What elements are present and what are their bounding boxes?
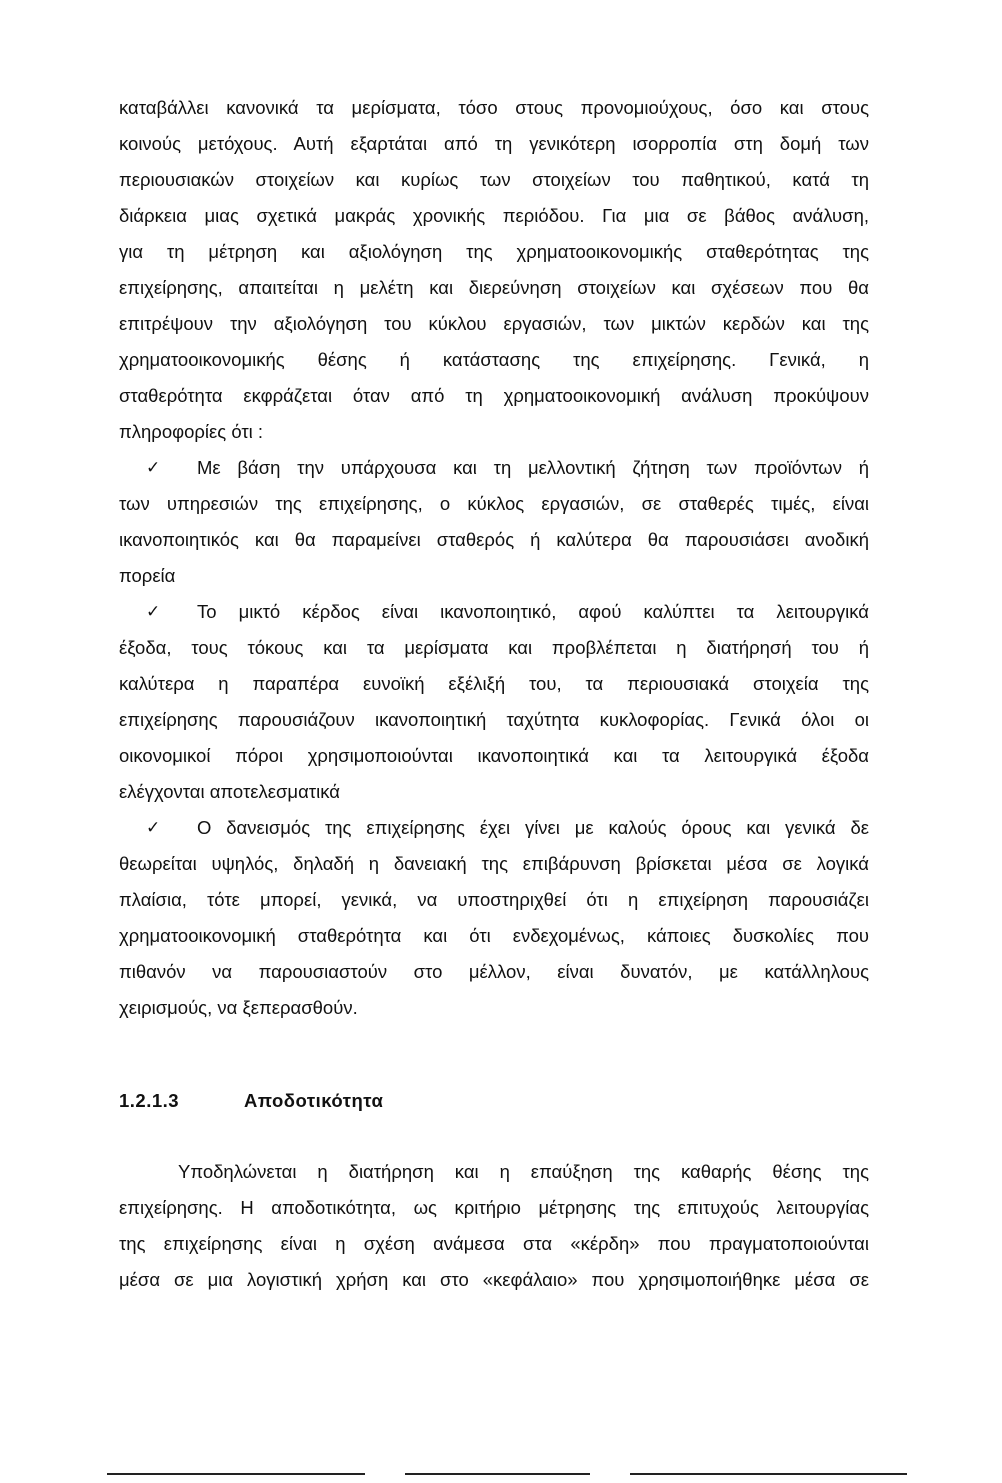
text-line: περιουσιακών στοιχείων και κυρίως των στοιχείων του παθητικού, κατά τη xyxy=(119,169,869,190)
text-line: μέσα σε μια λογιστική χρήση και στο «κεφάλαιο» που χρησιμοποιήθηκε μέσα σε xyxy=(119,1269,869,1290)
text-line: για τη μέτρηση και αξιολόγηση της χρηματοοικονομικής σταθερότητας της xyxy=(119,241,869,262)
checkmark-icon: ✓ xyxy=(146,602,161,621)
text-line: σταθερότητα εκφράζεται όταν από τη χρηματοοικονομική ανάλυση προκύψουν xyxy=(119,385,869,406)
text-line: χρηματοοικονομική σταθερότητα και ότι ενδεχομένως, κάποιες δυσκολίες που xyxy=(119,925,869,946)
text-line: κοινούς μετόχους. Αυτή εξαρτάται από τη γενικότερη ισορροπία στη δομή των xyxy=(119,133,869,154)
bullet-text-line: Με βάση την υπάρχουσα και τη μελλοντική ζήτηση των προϊόντων ή xyxy=(197,457,869,478)
text-line: διάρκεια μιας σχετικά μακράς χρονικής περιόδου. Για μια σε βάθος ανάλυση, xyxy=(119,205,869,226)
text-line: οικονομικοί πόροι χρησιμοποιούνται ικανοποιητικά και τα λειτουργικά έξοδα xyxy=(119,745,869,766)
text-line: θεωρείται υψηλός, δηλαδή η δανειακή της επιβάρυνση βρίσκεται μέσα σε λογικά xyxy=(119,853,869,874)
text-line: πλαίσια, τότε μπορεί, γενικά, να υποστηριχθεί ότι η επιχείρηση παρουσιάζει xyxy=(119,889,869,910)
text-line: χρηματοοικονομικής θέσης ή κατάστασης της επιχείρησης. Γενικά, η xyxy=(119,349,869,370)
text-line: πιθανόν να παρουσιαστούν στο μέλλον, είναι δυνατόν, με κατάλληλους xyxy=(119,961,869,982)
text-line: της επιχείρησης είναι η σχέση ανάμεσα στα «κέρδη» που πραγματοποιούνται xyxy=(119,1233,869,1254)
text-line: χειρισμούς, να ξεπερασθούν. xyxy=(119,997,358,1018)
footer-divider xyxy=(630,1473,907,1475)
bullet-text-line: Το μικτό κέρδος είναι ικανοποιητικό, αφού καλύπτει τα λειτουργικά xyxy=(197,601,869,622)
bullet-text-line: Ο δανεισμός της επιχείρησης έχει γίνει με καλούς όρους και γενικά δε xyxy=(197,817,869,838)
footer-divider xyxy=(405,1473,590,1475)
text-line: καταβάλλει κανονικά τα μερίσματα, τόσο στους προνομιούχους, όσο και στους xyxy=(119,97,869,118)
text-line: ικανοποιητικός και θα παραμείνει σταθερός ή καλύτερα θα παρουσιάσει ανοδική xyxy=(119,529,869,550)
text-line: επιχείρησης, απαιτείται η μελέτη και διερεύνηση στοιχείων και σχέσεων που θα xyxy=(119,277,869,298)
footer-divider xyxy=(107,1473,365,1475)
text-line: επιχείρησης. Η αποδοτικότητα, ως κριτήριο μέτρησης της επιτυχούς λειτουργίας xyxy=(119,1197,869,1218)
text-line: των υπηρεσιών της επιχείρησης, ο κύκλος εργασιών, σε σταθερές τιμές, είναι xyxy=(119,493,869,514)
text-line: ελέγχονται αποτελεσματικά xyxy=(119,781,340,802)
text-line: καλύτερα η παραπέρα ευνοϊκή εξέλιξή του, τα περιουσιακά στοιχεία της xyxy=(119,673,869,694)
text-line: Υποδηλώνεται η διατήρηση και η επαύξηση της καθαρής θέσης της xyxy=(178,1161,869,1182)
text-line: έξοδα, τους τόκους και τα μερίσματα και προβλέπεται η διατήρησή του ή xyxy=(119,637,869,658)
section-number: 1.2.1.3 xyxy=(119,1090,180,1111)
checkmark-icon: ✓ xyxy=(146,818,161,837)
checkmark-icon: ✓ xyxy=(146,458,161,477)
section-title: Αποδοτικότητα xyxy=(244,1090,384,1111)
text-line: πληροφορίες ότι : xyxy=(119,421,264,442)
text-line: επιτρέψουν την αξιολόγηση του κύκλου εργασιών, των μικτών κερδών και της xyxy=(119,313,869,334)
text-line: πορεία xyxy=(119,565,176,586)
text-line: επιχείρησης παρουσιάζουν ικανοποιητική ταχύτητα κυκλοφορίας. Γενικά όλοι οι xyxy=(119,709,869,730)
